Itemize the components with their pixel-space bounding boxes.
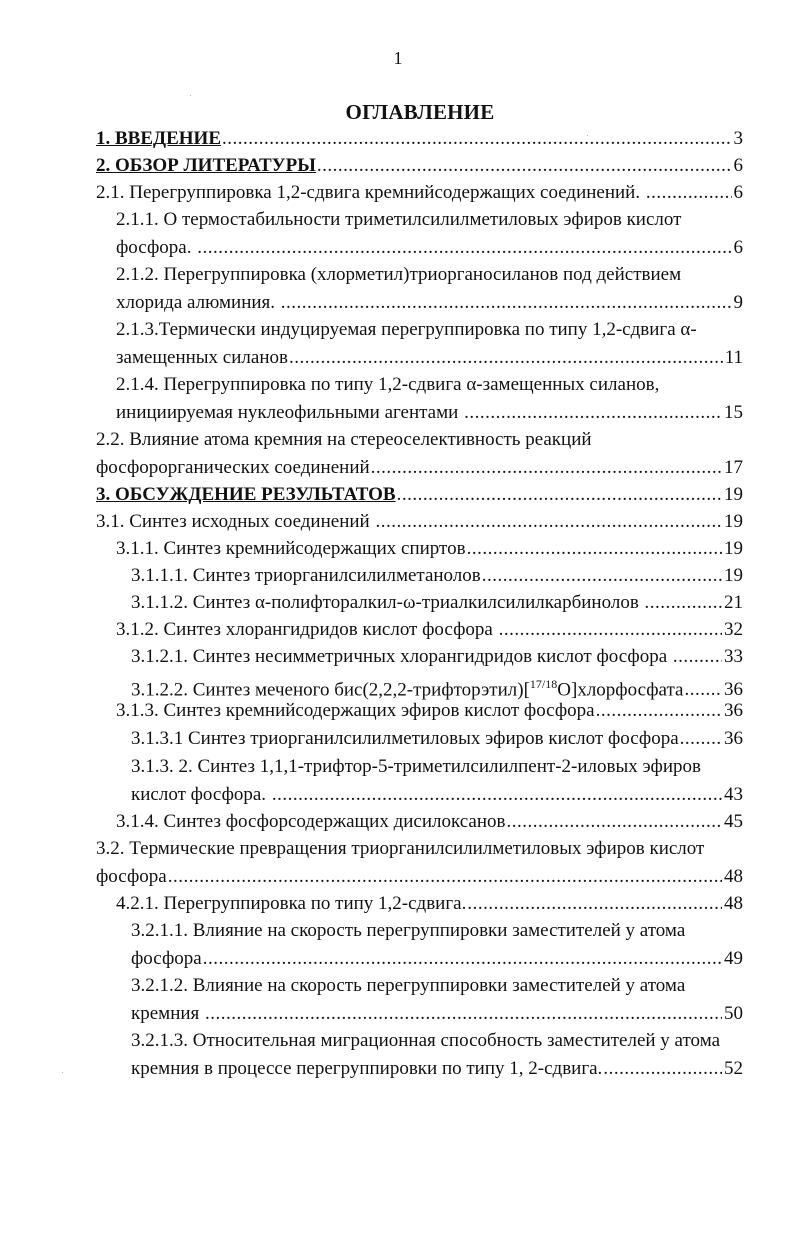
page-ref: 19	[724, 511, 743, 532]
dot-leader	[168, 864, 722, 890]
toc-entry-text: 3.1.4. Синтез фосфорсодержащих дисилоксанов	[116, 811, 506, 832]
toc-entry[interactable]	[116, 617, 743, 643]
toc-entry-title	[131, 563, 481, 589]
page-ref: 48	[724, 893, 743, 914]
toc-entry[interactable]	[131, 1056, 743, 1082]
toc-entry-text: фосфорорганических соединений	[96, 457, 370, 478]
toc-entry-first-line: 2.1.1. О термостабильности триметилсилилметиловых эфиров кислот	[116, 209, 682, 230]
page-ref: 50	[724, 1003, 743, 1024]
dot-leader	[205, 1001, 722, 1027]
toc-entry-text: кремния в процессе перегруппировки по типу 1, 2-сдвига.	[131, 1058, 603, 1079]
toc-entry-text: 3.1.3. Синтез кремнийсодержащих эфиров кислот фосфора	[116, 700, 595, 721]
dot-leader	[680, 726, 722, 752]
page-ref: 49	[724, 948, 743, 969]
toc-entry-first-line: 3.2. Термические превращения триорганилсилилметиловых эфиров кислот	[96, 838, 705, 859]
toc-entry[interactable]	[131, 644, 743, 670]
toc-entry-title	[131, 726, 679, 752]
dot-leader	[222, 126, 732, 152]
toc-entry[interactable]	[116, 235, 743, 261]
toc-entry[interactable]	[96, 864, 743, 890]
scan-speck	[62, 1072, 63, 1073]
dot-leader	[272, 782, 722, 808]
toc-entry[interactable]	[116, 891, 743, 917]
toc-entry-text: 3.1.2.2. Синтез меченого бис(2,2,2-трифторэтил)[	[131, 679, 530, 701]
toc-entry[interactable]	[131, 590, 743, 616]
toc-entry-title	[131, 1056, 602, 1082]
dot-leader	[197, 235, 731, 261]
toc-entry-title	[116, 617, 498, 643]
toc-entry[interactable]	[131, 1001, 743, 1027]
toc-entry-text: кремния	[131, 1003, 205, 1024]
page-ref: 32	[724, 619, 743, 640]
toc-entry-first-line: 2.1.3.Термически индуцируемая перегруппировка по типу 1,2-сдвига α-	[116, 319, 697, 340]
dot-leader	[371, 455, 722, 481]
toc-entry-text: фосфора	[131, 948, 202, 969]
toc-entry-title	[116, 891, 466, 917]
toc-entry[interactable]	[96, 126, 743, 152]
toc-entry-first-line: 3.2.1.2. Влияние на скорость перегруппировки заместителей у атома	[131, 975, 686, 996]
page-ref: 36	[724, 728, 743, 749]
dot-leader	[673, 644, 722, 670]
page-ref: 9	[733, 292, 743, 313]
toc-entry-title	[116, 290, 280, 316]
toc-entry[interactable]	[96, 180, 743, 206]
toc-entry-text: кислот фосфора.	[131, 784, 271, 805]
toc-entry-title	[96, 509, 374, 535]
toc-entry-title	[96, 455, 370, 481]
toc-entry-text: 3.1.2. Синтез хлорангидридов кислот фосфора	[116, 619, 498, 640]
toc-entry[interactable]	[96, 455, 743, 481]
page-ref: 19	[724, 565, 743, 586]
dot-leader	[464, 400, 722, 426]
dot-leader	[467, 536, 722, 562]
scan-speck	[587, 135, 588, 136]
page-ref: 48	[724, 866, 743, 887]
toc-entry-title	[131, 644, 672, 670]
dot-leader	[499, 617, 722, 643]
toc-entry-text: 4.2.1. Перегруппировка по типу 1,2-сдвига.	[116, 893, 467, 914]
page-ref: 33	[724, 646, 743, 667]
toc-entry-text: 2. ОБЗОР ЛИТЕРАТУРЫ	[96, 155, 316, 176]
toc-entry-text: 3.1.3.1 Синтез триорганилсилилметиловых эфиров кислот фосфора	[131, 728, 679, 749]
toc-entry-text-continued: O]хлорфосфата	[557, 679, 684, 701]
dot-leader	[467, 891, 722, 917]
toc-entry[interactable]	[131, 782, 743, 808]
dot-leader	[507, 809, 723, 835]
dot-leader	[645, 590, 722, 616]
toc-entry-text: 3.1.2.1. Синтез несимметричных хлорангидридов кислот фосфора	[131, 646, 672, 667]
toc-entry-title	[96, 153, 316, 179]
toc-entry[interactable]	[116, 809, 743, 835]
toc-entry-text: 2.1. Перегруппировка 1,2-сдвига кремнийсодержащих соединений.	[96, 182, 645, 203]
toc-entry-first-line: 3.1.3. 2. Синтез 1,1,1-трифтор-5-триметилсилилпент-2-иловых эфиров	[131, 756, 701, 777]
page-ref: 52	[724, 1058, 743, 1079]
toc-entry-title	[116, 809, 506, 835]
page-ref: 11	[724, 347, 743, 368]
toc-entry-title	[96, 864, 167, 890]
toc-entry-title	[116, 400, 463, 426]
dot-leader	[289, 345, 723, 371]
dot-leader	[482, 563, 722, 589]
page-ref: 19	[724, 538, 743, 559]
page-ref: 36	[724, 700, 743, 721]
toc-entry-text: 3.1.1.2. Синтез α-полифторалкил-ω-триалкилсилилкарбинолов	[131, 592, 644, 613]
toc-entry-text: замещенных силанов	[116, 347, 288, 368]
page-ref: 6	[733, 237, 743, 258]
dot-leader	[375, 509, 722, 535]
toc-entry-text: 1. ВВЕДЕНИЕ	[96, 128, 221, 149]
toc-entry-text: 3.1. Синтез исходных соединений	[96, 511, 375, 532]
toc-entry[interactable]	[131, 671, 743, 701]
toc-entry-title	[116, 345, 288, 371]
toc-entry-text: 3. ОБСУЖДЕНИЕ РЕЗУЛЬТАТОВ	[96, 484, 396, 505]
toc-entry-text: хлорида алюминия.	[116, 292, 280, 313]
toc-entry[interactable]	[96, 153, 743, 179]
toc-entry-title	[96, 126, 221, 152]
toc-entry[interactable]	[131, 563, 743, 589]
toc-entry-first-line: 2.2. Влияние атома кремния на стереоселективность реакций	[96, 429, 592, 450]
dot-leader	[203, 946, 722, 972]
page-ref: 3	[733, 128, 743, 149]
toc-entry-text: 3.1.1. Синтез кремнийсодержащих спиртов	[116, 538, 466, 559]
page-ref: 6	[733, 182, 743, 203]
toc-entry-title	[131, 782, 271, 808]
dot-leader	[397, 482, 722, 508]
toc-entry-title	[116, 235, 196, 261]
page-ref: 36	[724, 679, 743, 701]
page-ref: 19	[724, 484, 743, 505]
toc-entry-title	[116, 698, 595, 724]
toc-entry[interactable]	[96, 509, 743, 535]
toc-entry-first-line: 3.2.1.3. Относительная миграционная способность заместителей у атома	[131, 1030, 721, 1051]
toc-entry[interactable]	[116, 698, 743, 724]
toc-entry[interactable]	[116, 290, 743, 316]
dot-leader	[603, 1056, 722, 1082]
toc-entry[interactable]	[131, 946, 743, 972]
dot-leader	[596, 698, 722, 724]
page-ref: 15	[724, 402, 743, 423]
scan-speck	[190, 95, 191, 96]
isotope-superscript: 17/18	[529, 677, 558, 691]
page-ref: 17	[724, 457, 743, 478]
toc-entry[interactable]	[116, 400, 743, 426]
toc-entry-text: 3.1.1.1. Синтез триорганилсилилметанолов	[131, 565, 481, 586]
toc-entry-title	[131, 946, 202, 972]
page-ref: 45	[724, 811, 743, 832]
page-ref: 43	[724, 784, 743, 805]
toc-entry-text: фосфора	[96, 866, 167, 887]
page-ref: 6	[733, 155, 743, 176]
toc-entry-first-line: 2.1.4. Перегруппировка по типу 1,2-сдвига α-замещенных силанов,	[116, 374, 660, 395]
dot-leader	[646, 180, 732, 206]
toc-entry[interactable]	[116, 536, 743, 562]
dot-leader	[281, 290, 732, 316]
toc-entry-text: инициируемая нуклеофильными агентами	[116, 402, 464, 423]
toc-entry-title	[116, 536, 466, 562]
dot-leader	[317, 153, 732, 179]
toc-entry[interactable]	[116, 345, 743, 371]
toc-entry-title	[131, 590, 644, 616]
toc-entry-text: фосфора.	[116, 237, 197, 258]
toc-title: ОГЛАВЛЕНИЕ	[345, 100, 495, 124]
page-number: 1	[393, 48, 403, 68]
page-ref: 21	[724, 592, 743, 613]
toc-entry-title	[131, 1001, 204, 1027]
toc-entry[interactable]	[131, 726, 743, 752]
toc-entry-first-line: 3.2.1.1. Влияние на скорость перегруппировки заместителей у атома	[131, 920, 686, 941]
toc-entry-title	[96, 482, 396, 508]
toc-entry[interactable]	[96, 482, 743, 508]
toc-entry-first-line: 2.1.2. Перегруппировка (хлорметил)триорганосиланов под действием	[116, 264, 682, 285]
toc-entry-title	[96, 180, 645, 206]
